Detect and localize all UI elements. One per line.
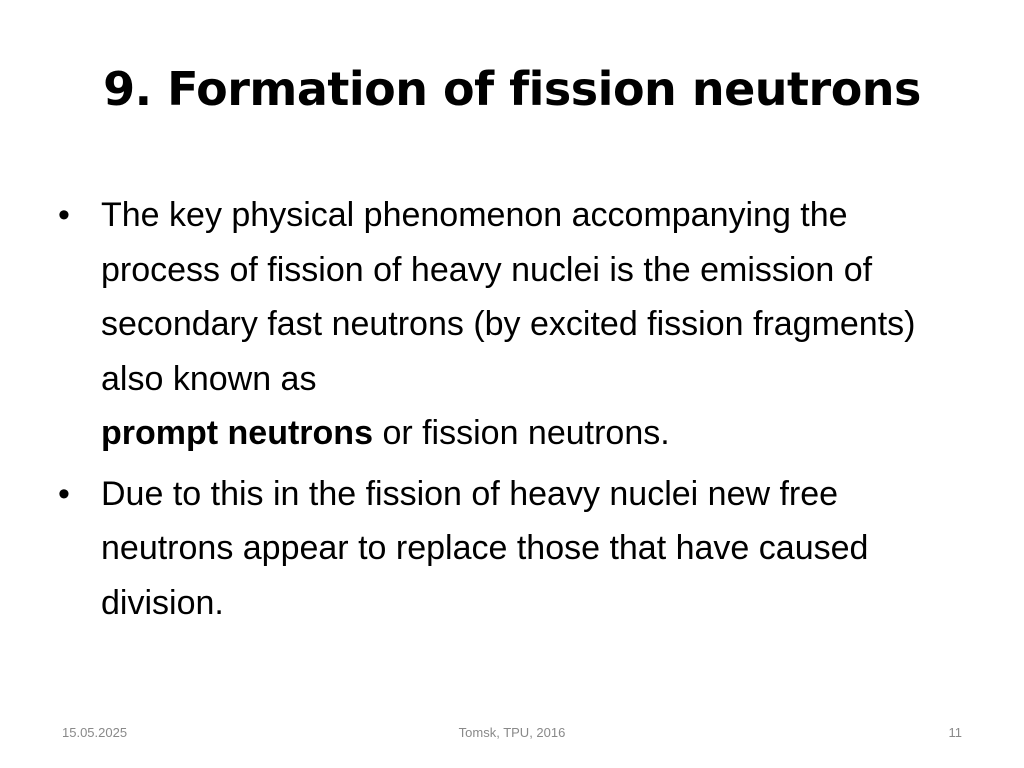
footer-date: 15.05.2025 [62, 725, 128, 740]
page-number: 11 [948, 725, 962, 740]
bullet-icon: • [58, 474, 70, 513]
bullet-text-outro: or fission neutrons. [382, 414, 670, 452]
bullet-item-prompt-neutrons [58, 188, 958, 461]
bullet-item-new-neutrons [58, 467, 958, 631]
bold-term-prompt-neutrons: prompt neutrons [101, 414, 373, 452]
bullet-text-intro: The key physical phenomenon accompanying the process of fission of heavy nuclei is the emission of secondary fast neutrons (by excited fission fragments) also known as [101, 196, 916, 398]
slide-title: 9. Formation of fission neutrons [103, 62, 921, 116]
bullet-icon: • [58, 196, 70, 234]
bullet-text: Due to this in the fission of heavy nuclei new free neutrons appear to replace those that have caused division. [101, 474, 869, 622]
bullet-list [58, 188, 958, 636]
footer-center-text: Tomsk, TPU, 2016 [458, 725, 566, 740]
